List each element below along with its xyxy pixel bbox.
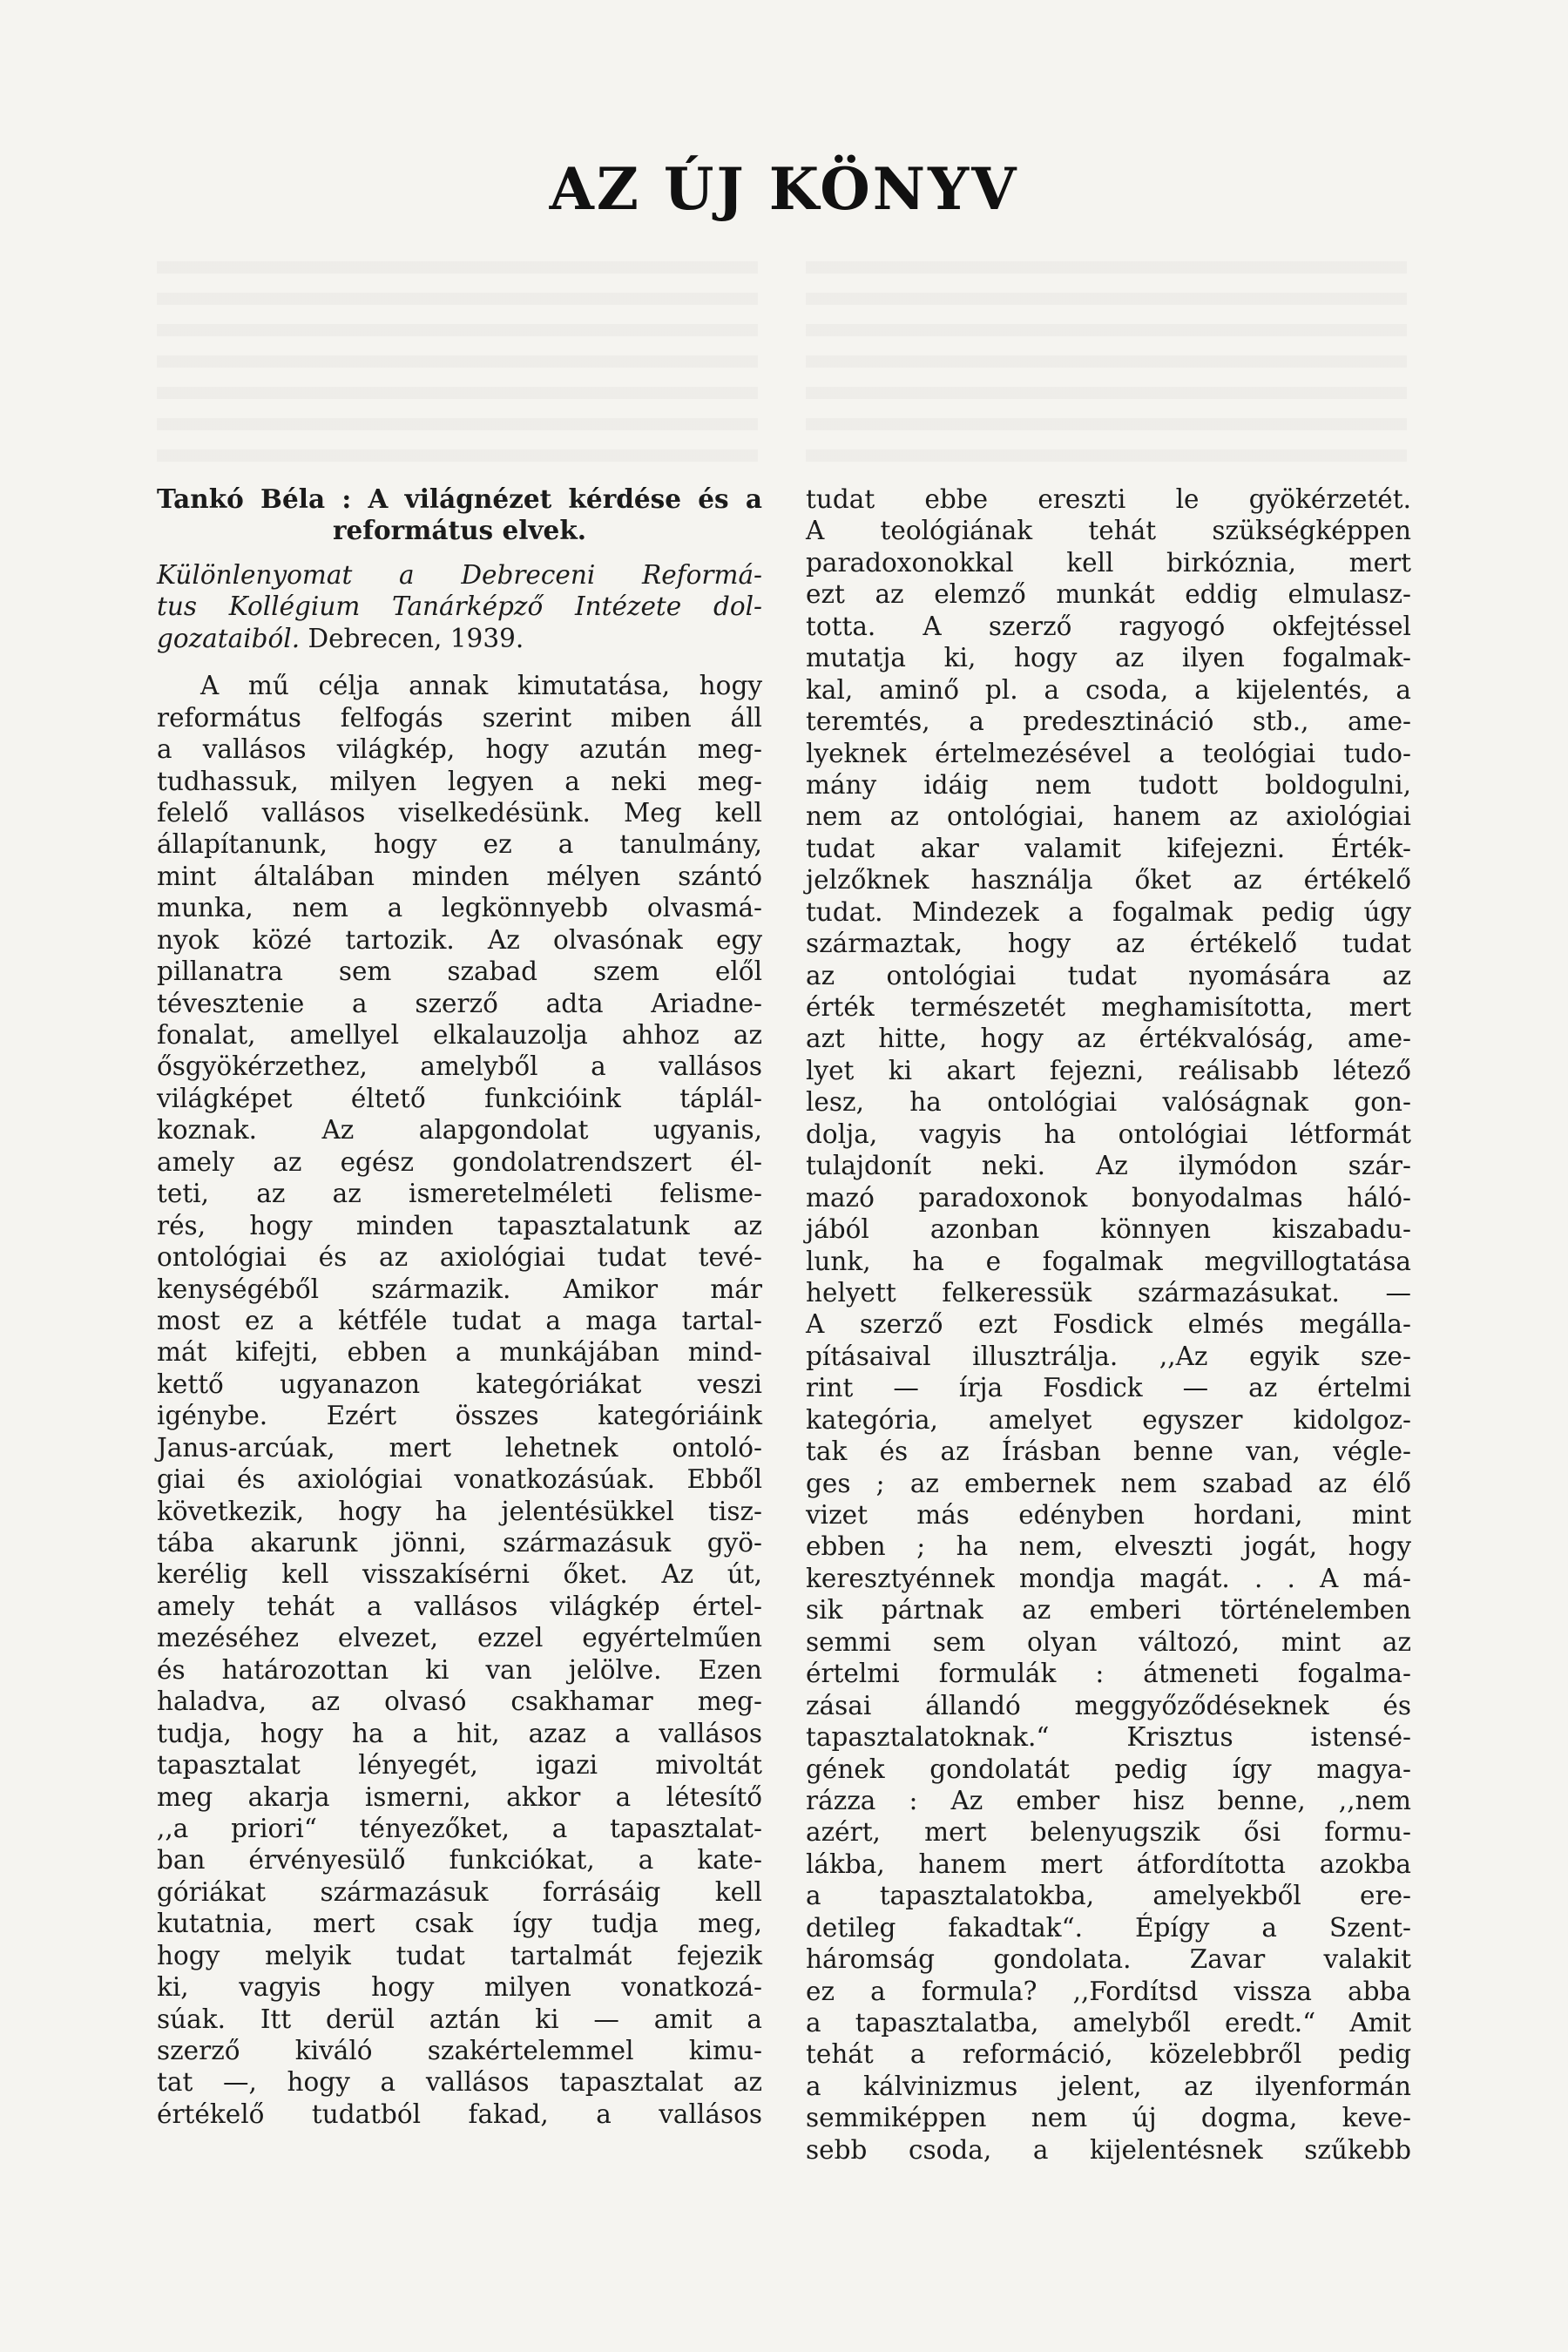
text-line: nyok közé tartozik. Az olvasónak egy <box>157 924 762 955</box>
text-line: lyet ki akart fejezni, reálisabb létező <box>806 1055 1411 1085</box>
text-line: mazó paradoxonok bonyodalmas háló- <box>806 1182 1411 1213</box>
citation <box>157 559 762 654</box>
text-line: súak. Itt derül aztán ki — amit a <box>157 2004 762 2034</box>
text-line: jából azonban könnyen kiszabadu- <box>806 1214 1411 1245</box>
text-line: paradoxonokkal kell birkóznia, mert <box>806 547 1411 578</box>
text-line: semmiképpen nem új dogma, keve- <box>806 2103 1411 2133</box>
left-column <box>157 483 762 2130</box>
text-line: szerző kiváló szakértelemmel kimu- <box>157 2036 762 2065</box>
text-line: állapítanunk, hogy ez a tanulmány, <box>157 829 762 860</box>
text-line: gének gondolatát pedig így magya- <box>806 1754 1411 1784</box>
text-line: kategória, amelyet egyszer kidolgoz- <box>806 1404 1411 1435</box>
text-line: tat —, hogy a vallásos tapasztalat az <box>157 2067 762 2098</box>
text-line: világképet éltető funkcióink táplál- <box>157 1083 762 1113</box>
text-line: ebben ; ha nem, elveszti jogát, hogy <box>806 1531 1411 1562</box>
text-line: érték természetét meghamisította, mert <box>806 992 1411 1022</box>
text-line: háromság gondolata. Zavar valakit <box>806 1944 1411 1975</box>
text-line: tudat akar valamit kifejezni. Érték- <box>806 833 1411 863</box>
text-line: a vallásos világkép, hogy azután meg- <box>157 734 762 765</box>
text-line: A teológiának tehát szükségképpen <box>806 516 1411 546</box>
text-line: kerélig kell visszakísérni őket. Az út, <box>157 1559 762 1590</box>
text-line: tehát a reformáció, közelebbről pedig <box>806 2039 1411 2070</box>
text-line: fonalat, amellyel elkalauzolja ahhoz az <box>157 1020 762 1050</box>
text-line: sebb csoda, a kijelentésnek szűkebb <box>806 2134 1411 2165</box>
text-line: ges ; az embernek nem szabad az élő <box>806 1468 1411 1498</box>
text-line: azt hitte, hogy az értékvalóság, ame- <box>806 1024 1411 1054</box>
text-line: helyett felkeressük származásukat. — <box>806 1277 1411 1308</box>
text-line: és határozottan ki van jelölve. Ezen <box>157 1654 762 1685</box>
text-line: A szerző ezt Fosdick elmés megálla- <box>806 1309 1411 1340</box>
text-line: tudhassuk, milyen legyen a neki meg- <box>157 766 762 796</box>
text-line: ősgyökérzethez, amelyből a vallásos <box>157 1051 762 1082</box>
text-line: góriákat származásuk forrásáig kell <box>157 1876 762 1907</box>
text-line: ez a formula? ,,Fordítsd vissza abba <box>806 1976 1411 2006</box>
text-line: most ez a kétféle tudat a maga tartal- <box>157 1305 762 1335</box>
text-line: A mű célja annak kimutatása, hogy <box>200 671 762 701</box>
citation-place-year: Debrecen, 1939. <box>308 623 524 653</box>
text-line: Janus-arcúak, mert lehetnek ontoló- <box>157 1432 762 1463</box>
text-line: hogy melyik tudat tartalmát fejezik <box>157 1940 762 1970</box>
text-line: koznak. Az alapgondolat ugyanis, <box>157 1115 762 1146</box>
text-line: tudat. Mindezek a fogalmak pedig úgy <box>806 896 1411 927</box>
text-line: vizet más edényben hordani, mint <box>806 1500 1411 1530</box>
text-line: meg akarja ismerni, akkor a létesítő <box>157 1781 762 1812</box>
text-line: mezéséhez elvezet, ezzel egyértelműen <box>157 1623 762 1653</box>
text-line: felelő vallásos viselkedésünk. Meg kell <box>157 797 762 828</box>
text-line: mint általában minden mélyen szántó <box>157 861 762 891</box>
text-line: tévesztenie a szerző adta Ariadne- <box>157 988 762 1018</box>
text-line: ontológiai és az axiológiai tudat tevé- <box>157 1242 762 1273</box>
text-line: tudat ebbe ereszti le gyökérzetét. <box>806 484 1411 514</box>
text-line: pillanatra sem szabad szem elől <box>157 956 762 987</box>
text-line: kettő ugyanazon kategóriákat veszi <box>157 1369 762 1399</box>
text-line: tulajdonít neki. Az ilymódon szár- <box>806 1151 1411 1181</box>
text-line: azért, mert belenyugszik ősi formu- <box>806 1817 1411 1848</box>
text-line: sik pártnak az emberi történelemben <box>806 1595 1411 1625</box>
citation-source: gozataiból. <box>157 623 301 653</box>
text-line: teti, az az ismeretelméleti felisme- <box>157 1179 762 1209</box>
citation-line: Különlenyomat a Debreceni Reformá- <box>157 559 762 590</box>
text-line: lyeknek értelmezésével a teológiai tudo- <box>806 738 1411 768</box>
text-line: ,,a priori“ tényezőket, a tapasztalat- <box>157 1813 762 1843</box>
text-line: keresztyénnek mondja magát. . . A má- <box>806 1563 1411 1593</box>
text-line: mány idáig nem tudott boldogulni, <box>806 769 1411 800</box>
text-line: tudja, hogy ha a hit, azaz a vallásos <box>157 1718 762 1748</box>
text-line: rázza : Az ember hisz benne, ,,nem <box>806 1785 1411 1815</box>
text-line: jelzőknek használja őket az értékelő <box>806 865 1411 896</box>
text-line: értelmi formulák : átmeneti fogalma- <box>806 1659 1411 1689</box>
text-line: kutatnia, mert csak így tudja meg, <box>157 1909 762 1939</box>
text-line: értékelő tudatból fakad, a vallásos <box>157 2099 762 2129</box>
journal-section-title: AZ ÚJ KÖNYV <box>549 155 1019 223</box>
text-line: giai és axiológiai vonatkozásúak. Ebből <box>157 1464 762 1495</box>
text-line: kal, aminő pl. a csoda, a kijelentés, a <box>806 674 1411 705</box>
heading-line: református elvek. <box>332 515 587 546</box>
text-line: pításaival illusztrálja. ,,Az egyik sze- <box>806 1341 1411 1371</box>
text-line: az ontológiai tudat nyomására az <box>806 960 1411 990</box>
text-line: tába akarunk jönni, származásuk gyö- <box>157 1528 762 1558</box>
text-line: munka, nem a legkönnyebb olvasmá- <box>157 893 762 923</box>
heading-line: Tankó Béla : A világnézet kérdése és a <box>157 483 762 514</box>
text-line: következik, hogy ha jelentésükkel tisz- <box>157 1496 762 1526</box>
text-line: a kálvinizmus jelent, az ilyenformán <box>806 2071 1411 2101</box>
right-column <box>806 483 1411 2166</box>
text-line: lesz, ha ontológiai valóságnak gon- <box>806 1087 1411 1118</box>
text-line: a tapasztalatba, amelyből eredt.“ Amit <box>806 2008 1411 2038</box>
text-line: tak és az Írásban benne van, végle- <box>806 1436 1411 1467</box>
text-line: amely tehát a vallásos világkép értel- <box>157 1591 762 1621</box>
text-line: lákba, hanem mert átfordította azokba <box>806 1848 1411 1879</box>
show-through-left <box>157 261 758 462</box>
text-line: kenységéből származik. Amikor már <box>157 1274 762 1304</box>
text-line: származtak, hogy az értékelő tudat <box>806 929 1411 959</box>
text-line: nem az ontológiai, hanem az axiológiai <box>806 801 1411 832</box>
review-heading <box>157 483 762 547</box>
text-line: semmi sem olyan változó, mint az <box>806 1626 1411 1657</box>
text-line: ki, vagyis hogy milyen vonatkozá- <box>157 1972 762 2003</box>
citation-line: tus Kollégium Tanárképző Intézete dol- <box>157 591 762 622</box>
text-line: rint — írja Fosdick — az értelmi <box>806 1373 1411 1403</box>
text-line: totta. A szerző ragyogó okfejtéssel <box>806 611 1411 641</box>
text-line: református felfogás szerint miben áll <box>157 702 762 733</box>
text-line: amely az egész gondolatrendszert él- <box>157 1146 762 1177</box>
show-through-right <box>806 261 1407 462</box>
text-line: teremtés, a predesztináció stb., ame- <box>806 706 1411 737</box>
text-line: rés, hogy minden tapasztalatunk az <box>157 1210 762 1240</box>
text-line: ezt az elemző munkát eddig elmulasz- <box>806 579 1411 610</box>
text-line: haladva, az olvasó csakhamar meg- <box>157 1686 762 1717</box>
citation-line <box>157 623 762 654</box>
text-line: mát kifejti, ebben a munkájában mind- <box>157 1337 762 1368</box>
text-line: mutatja ki, hogy az ilyen fogalmak- <box>806 643 1411 673</box>
review-body-left <box>157 670 762 2130</box>
text-line: lunk, ha e fogalmak megvillogtatása <box>806 1246 1411 1276</box>
text-line: detileg fakadtak“. Épígy a Szent- <box>806 1912 1411 1943</box>
text-line: dolja, vagyis ha ontológiai létformát <box>806 1119 1411 1149</box>
text-line: tapasztalat lényegét, igazi mivoltát <box>157 1750 762 1781</box>
text-line: zásai állandó meggyőződéseknek és <box>806 1690 1411 1720</box>
text-line: tapasztalatoknak.“ Krisztus istensé- <box>806 1722 1411 1753</box>
text-line: ban érvényesülő funkciókat, a kate- <box>157 1845 762 1876</box>
text-line: a tapasztalatokba, amelyekből ere- <box>806 1881 1411 1911</box>
text-line: igénybe. Ezért összes kategóriáink <box>157 1401 762 1431</box>
